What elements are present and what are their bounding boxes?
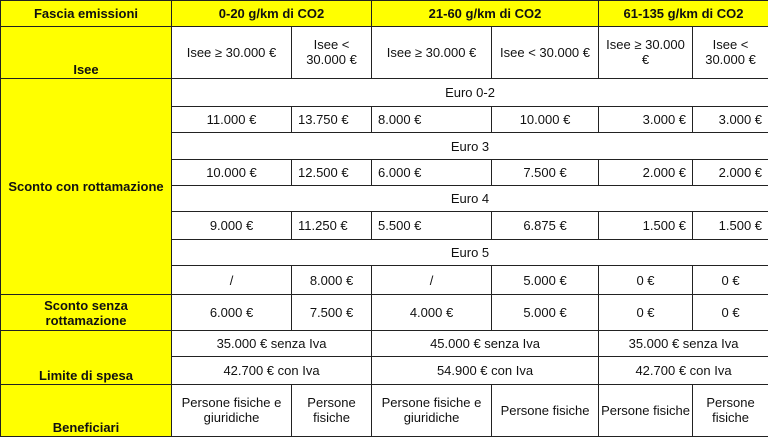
limite-senza-iva: 35.000 € senza Iva [599, 331, 768, 357]
sconto-senza-value: 6.000 € [172, 295, 292, 331]
euro4-value: 1.500 € [599, 212, 693, 240]
limite-senza-iva: 45.000 € senza Iva [372, 331, 599, 357]
limite-con-iva: 54.900 € con Iva [372, 357, 599, 385]
euro3-value: 7.500 € [492, 160, 599, 186]
sconto-senza-row [1, 295, 768, 331]
euro02-value: 10.000 € [492, 107, 599, 133]
beneficiari-value: Persone fisiche [292, 385, 372, 437]
isee-lt-3: Isee < 30.000 € [693, 27, 768, 79]
euro02-value: 3.000 € [693, 107, 768, 133]
isee-lt-2: Isee < 30.000 € [492, 27, 599, 79]
limite-label: Limite di spesa [1, 331, 172, 385]
euro3-value: 2.000 € [599, 160, 693, 186]
euro5-value: / [372, 266, 492, 295]
sconto-senza-label: Sconto senza rottamazione [1, 295, 172, 331]
euro5-value: 8.000 € [292, 266, 372, 295]
header-range-3: 61-135 g/km di CO2 [599, 1, 768, 27]
isee-lt-1: Isee < 30.000 € [292, 27, 372, 79]
beneficiari-value: Persone fisiche [599, 385, 693, 437]
euro3-value: 10.000 € [172, 160, 292, 186]
euro4-value: 6.875 € [492, 212, 599, 240]
sconto-senza-value: 0 € [693, 295, 768, 331]
euro02-label-row [1, 79, 768, 107]
euro3-value: 12.500 € [292, 160, 372, 186]
isee-ge-2: Isee ≥ 30.000 € [372, 27, 492, 79]
isee-label: Isee [1, 27, 172, 79]
limite-senza-iva-row [1, 331, 768, 357]
euro4-value: 11.250 € [292, 212, 372, 240]
euro3-value: 2.000 € [693, 160, 768, 186]
beneficiari-value: Persone fisiche e giuridiche [372, 385, 492, 437]
header-range-2: 21-60 g/km di CO2 [372, 1, 599, 27]
sconto-senza-value: 7.500 € [292, 295, 372, 331]
isee-ge-3: Isee ≥ 30.000 € [599, 27, 693, 79]
euro4-value: 1.500 € [693, 212, 768, 240]
euro3-label: Euro 3 [172, 133, 768, 160]
euro5-value: 0 € [599, 266, 693, 295]
euro02-label: Euro 0-2 [172, 79, 768, 107]
euro02-value: 8.000 € [372, 107, 492, 133]
beneficiari-value: Persone fisiche e giuridiche [172, 385, 292, 437]
sconto-senza-value: 5.000 € [492, 295, 599, 331]
limite-con-iva: 42.700 € con Iva [172, 357, 372, 385]
euro02-value: 13.750 € [292, 107, 372, 133]
limite-con-iva: 42.700 € con Iva [599, 357, 768, 385]
euro4-label: Euro 4 [172, 186, 768, 212]
sconto-rottamazione-label: Sconto con rottamazione [1, 79, 172, 295]
isee-ge-1: Isee ≥ 30.000 € [172, 27, 292, 79]
isee-row [1, 27, 768, 79]
euro5-value: 0 € [693, 266, 768, 295]
beneficiari-value: Persone fisiche [693, 385, 768, 437]
beneficiari-label: Beneficiari [1, 385, 172, 437]
euro3-value: 6.000 € [372, 160, 492, 186]
header-fascia: Fascia emissioni [1, 1, 172, 27]
sconto-senza-value: 4.000 € [372, 295, 492, 331]
euro5-value: 5.000 € [492, 266, 599, 295]
euro5-value: / [172, 266, 292, 295]
euro5-label: Euro 5 [172, 240, 768, 266]
euro02-value: 3.000 € [599, 107, 693, 133]
header-row [1, 1, 768, 27]
beneficiari-value: Persone fisiche [492, 385, 599, 437]
header-range-1: 0-20 g/km di CO2 [172, 1, 372, 27]
beneficiari-row [1, 385, 768, 437]
euro02-value: 11.000 € [172, 107, 292, 133]
sconto-senza-value: 0 € [599, 295, 693, 331]
euro4-value: 9.000 € [172, 212, 292, 240]
euro4-value: 5.500 € [372, 212, 492, 240]
limite-senza-iva: 35.000 € senza Iva [172, 331, 372, 357]
